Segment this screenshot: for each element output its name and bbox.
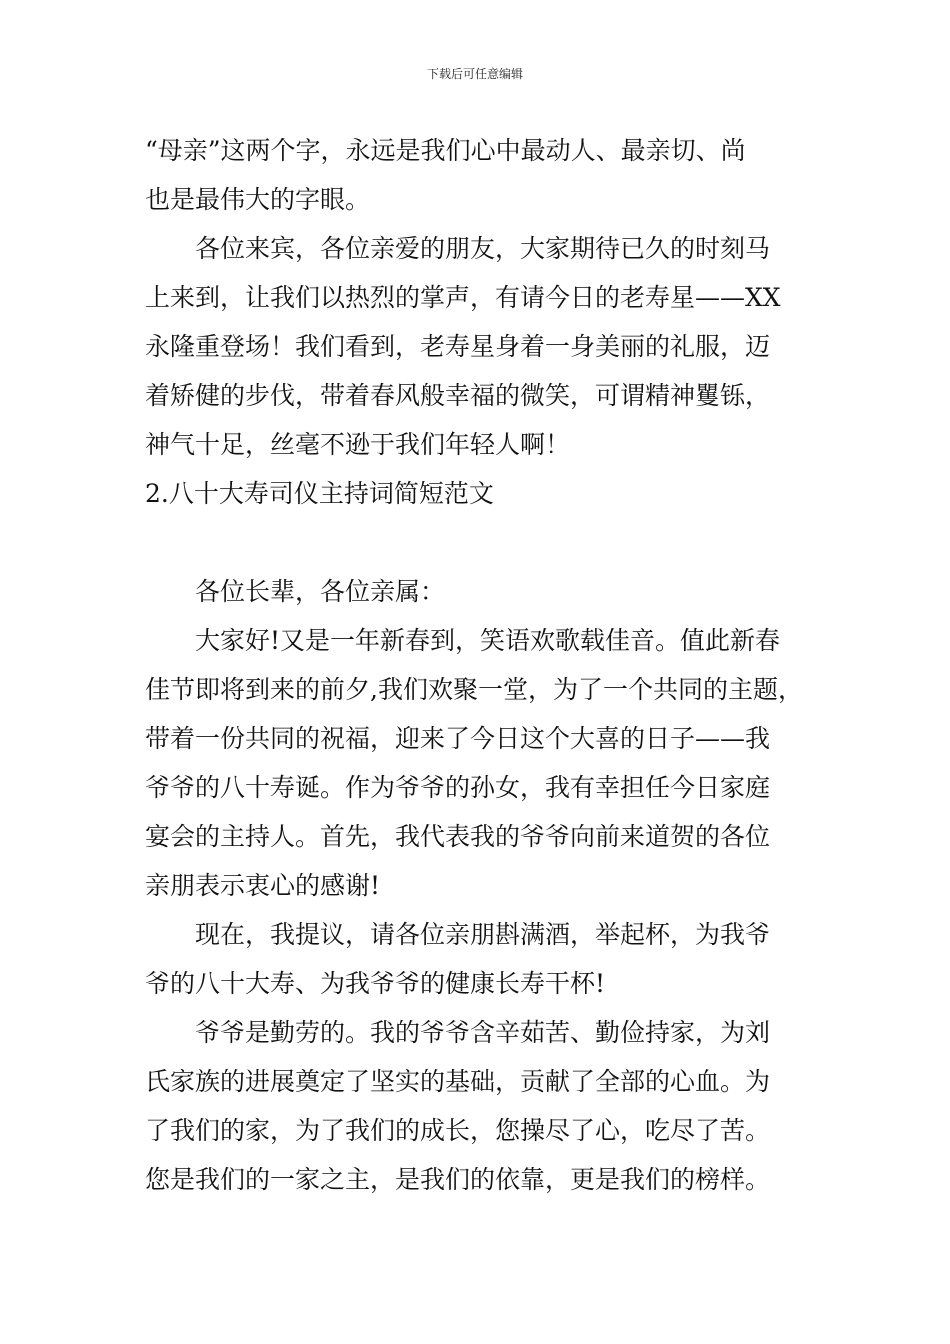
paragraph-line: 佳节即将到来的前夕,我们欢聚一堂，为了一个共同的主题， (145, 675, 803, 704)
paragraph-line: 氏家族的进展奠定了坚实的基础，贡献了全部的心血。为 (145, 1067, 771, 1096)
paragraph-line: 永隆重登场！我们看到，老寿星身着一身美丽的礼服，迈 (145, 332, 771, 361)
paragraph-line: 各位长辈，各位亲属： (195, 577, 446, 606)
paragraph-line: 亲朋表示衷心的感谢! (145, 871, 381, 900)
paragraph-line: 您是我们的一家之主，是我们的依靠，更是我们的榜样。 (145, 1165, 771, 1194)
section-heading: 2.八十大寿司仪主持词简短范文 (145, 479, 494, 508)
paragraph-line: 现在，我提议，请各位亲朋斟满酒，举起杯，为我爷 (195, 920, 771, 949)
paragraph-line: “母亲”这两个字，永远是我们心中最动人、最亲切、尚 (145, 136, 746, 165)
paragraph-line: 爷爷的八十寿诞。作为爷爷的孙女，我有幸担任今日家庭 (145, 773, 771, 802)
paragraph-4 (145, 616, 835, 910)
paragraph-line: 各位来宾，各位亲爱的朋友，大家期待已久的时刻马 (195, 234, 771, 263)
document-body (145, 126, 835, 1204)
paragraph-6 (145, 1008, 835, 1204)
paragraph-line: 爷的八十大寿、为我爷爷的健康长寿干杯! (145, 969, 606, 998)
paragraph-line: 宴会的主持人。首先，我代表我的爷爷向前来道贺的各位 (145, 822, 771, 851)
paragraph-line: 上来到，让我们以热烈的掌声，有请今日的老寿星——XX (145, 283, 781, 312)
spacer (145, 518, 835, 567)
paragraph-line: 了我们的家，为了我们的成长，您操尽了心，吃尽了苦。 (145, 1116, 771, 1145)
paragraph-2 (145, 224, 835, 469)
paragraph-line: 爷爷是勤劳的。我的爷爷含辛茹苦、勤俭持家，为刘 (195, 1018, 771, 1047)
page-header: 下载后可任意编辑 (426, 67, 523, 81)
paragraph-line: 也是最伟大的字眼。 (145, 185, 371, 214)
paragraph-line: 着矫健的步伐，带着春风般幸福的微笑，可谓精神矍铄， (145, 381, 771, 410)
paragraph-3 (145, 567, 835, 616)
paragraph-line: 神气十足，丝毫不逊于我们年轻人啊！ (145, 430, 571, 459)
paragraph-1 (145, 126, 835, 224)
paragraph-line: 带着一份共同的祝福，迎来了今日这个大喜的日子——我 (145, 724, 771, 753)
paragraph-5 (145, 910, 835, 1008)
paragraph-line: 大家好!又是一年新春到，笑语欢歌载佳音。值此新春 (195, 626, 781, 655)
